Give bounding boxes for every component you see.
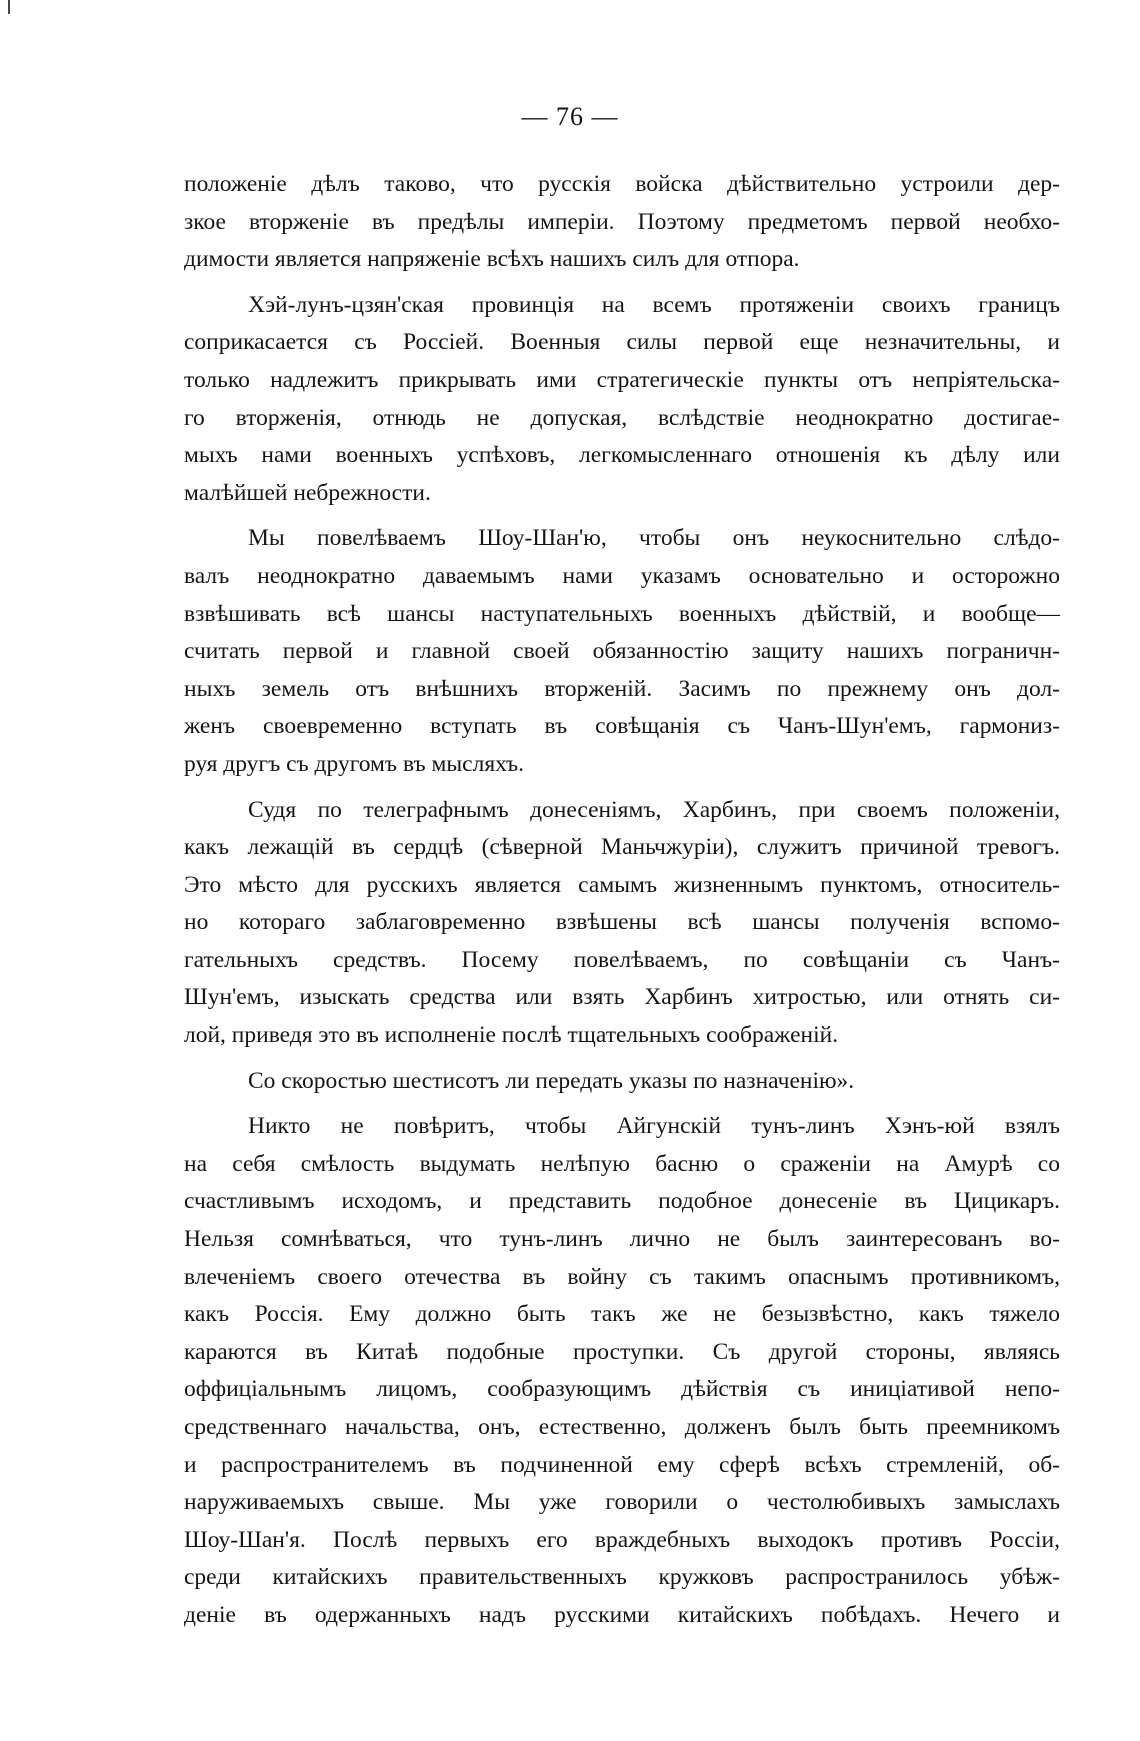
- paragraph: [184, 287, 1060, 513]
- text-line: какъ Россія. Ему должно быть такъ же не безызвѣстно, какъ тяжело: [184, 1301, 1060, 1328]
- text-line: Шун'емъ, изыскать средства или взять Харбинъ хитростью, или отнять си-: [184, 984, 1060, 1011]
- text-line: димости является напряженіе всѣхъ нашихъ силъ для отпора.: [184, 246, 800, 273]
- text-line: лой, приведя это въ исполненіе послѣ тщательныхъ соображеній.: [184, 1022, 839, 1049]
- paragraph: [184, 792, 1060, 1055]
- text-line: соприкасается съ Россіей. Военныя силы первой еще незначительны, и: [184, 329, 1060, 356]
- text-line: только надлежитъ прикрывать ими стратегическіе пункты отъ непріятельска-: [184, 366, 1060, 393]
- text-line: какъ лежащій въ сердцѣ (сѣверной Маньчжуріи), служитъ причиной тревогъ.: [184, 834, 1060, 861]
- text-line: наруживаемыхъ свыше. Мы уже говорили о честолюбивыхъ замыслахъ: [184, 1489, 1060, 1516]
- text-line: караются въ Китаѣ подобные проступки. Съ другой стороны, являясь: [184, 1338, 1060, 1365]
- text-line: Судя по телеграфнымъ донесеніямъ, Харбинъ, при своемъ положеніи,: [248, 796, 1060, 823]
- text-line: Нельзя сомнѣваться, что тунъ-линъ лично не былъ заинтересованъ во-: [184, 1226, 1060, 1253]
- text-line: зкое вторженіе въ предѣлы имперіи. Поэтому предметомъ первой необхо-: [184, 208, 1060, 235]
- scan-edge-mark: [8, 0, 10, 14]
- text-line: Шоу-Шан'я. Послѣ первыхъ его враждебныхъ выходокъ противъ Россіи,: [184, 1526, 1060, 1553]
- text-line: на себя смѣлость выдумать нелѣпую басню о сраженіи на Амурѣ со: [184, 1150, 1060, 1177]
- text-line: женъ своевременно вступать въ совѣщанія съ Чанъ-Шун'емъ, гармониз-: [184, 713, 1060, 740]
- body-text: [184, 166, 1060, 1635]
- text-line: положеніе дѣлъ таково, что русскія войска дѣйствительно устроили дер-: [184, 171, 1060, 197]
- text-line: ныхъ земель отъ внѣшнихъ вторженій. Засимъ по прежнему онъ дол-: [184, 675, 1060, 702]
- text-line: мыхъ нами военныхъ успѣховъ, легкомысленнаго отношенія къ дѣлу или: [184, 442, 1060, 469]
- text-line: Со скоростью шестисотъ ли передать указы по назначенію».: [248, 1067, 855, 1094]
- text-line: средственнаго начальства, онъ, естественно, долженъ былъ быть преемникомъ: [184, 1414, 1060, 1440]
- text-line: малѣйшей небрежности.: [184, 479, 431, 506]
- text-line: считать первой и главной своей обязанностію защиту нашихъ пограничн-: [184, 638, 1060, 665]
- text-line: руя другъ съ другомъ въ мысляхъ.: [184, 750, 525, 777]
- paragraph: [184, 520, 1060, 783]
- text-line: Никто не повѣритъ, чтобы Айгунскій тунъ-линъ Хэнъ-юй взялъ: [248, 1113, 1060, 1140]
- page-number: — 76 —: [521, 102, 619, 131]
- text-line: среди китайскихъ правительственныхъ кружковъ распространилось убѣж-: [184, 1564, 1060, 1591]
- text-line: Это мѣсто для русскихъ является самымъ жизненнымъ пунктомъ, относитель-: [184, 871, 1060, 898]
- text-line: го вторженія, отнюдь не допуская, вслѣдствіе неоднократно достигае-: [184, 404, 1060, 431]
- paragraph: [184, 1108, 1060, 1634]
- text-line: гательныхъ средствъ. Посему повелѣваемъ, по совѣщаніи съ Чанъ-: [184, 946, 1060, 973]
- text-line: Мы повелѣваемъ Шоу-Шан'ю, чтобы онъ неукоснительно слѣдо-: [248, 525, 1060, 552]
- text-line: взвѣшивать всѣ шансы наступательныхъ военныхъ дѣйствій, и вообще—: [184, 600, 1060, 627]
- paragraph: [184, 166, 1060, 279]
- text-line: деніе въ одержанныхъ надъ русскими китайскихъ побѣдахъ. Нечего и: [184, 1601, 1060, 1628]
- text-line: валъ неоднократно даваемымъ нами указамъ основательно и осторожно: [184, 562, 1060, 589]
- text-line: но котораго заблаговременно взвѣшены всѣ шансы полученія вспомо-: [184, 909, 1060, 936]
- text-line: влеченіемъ своего отечества въ войну съ такимъ опаснымъ противникомъ,: [184, 1263, 1060, 1290]
- paragraph: [184, 1063, 1060, 1101]
- text-line: оффиціальнымъ лицомъ, сообразующимъ дѣйствія съ иниціативой непо-: [184, 1376, 1060, 1403]
- text-line: счастливымъ исходомъ, и представить подобное донесеніе въ Цицикаръ.: [184, 1188, 1060, 1215]
- text-line: Хэй-лунъ-цзян'ская провинція на всемъ протяженіи своихъ границъ: [248, 291, 1060, 318]
- text-line: и распространителемъ въ подчиненной ему сферѣ всѣхъ стремленій, об-: [184, 1451, 1060, 1478]
